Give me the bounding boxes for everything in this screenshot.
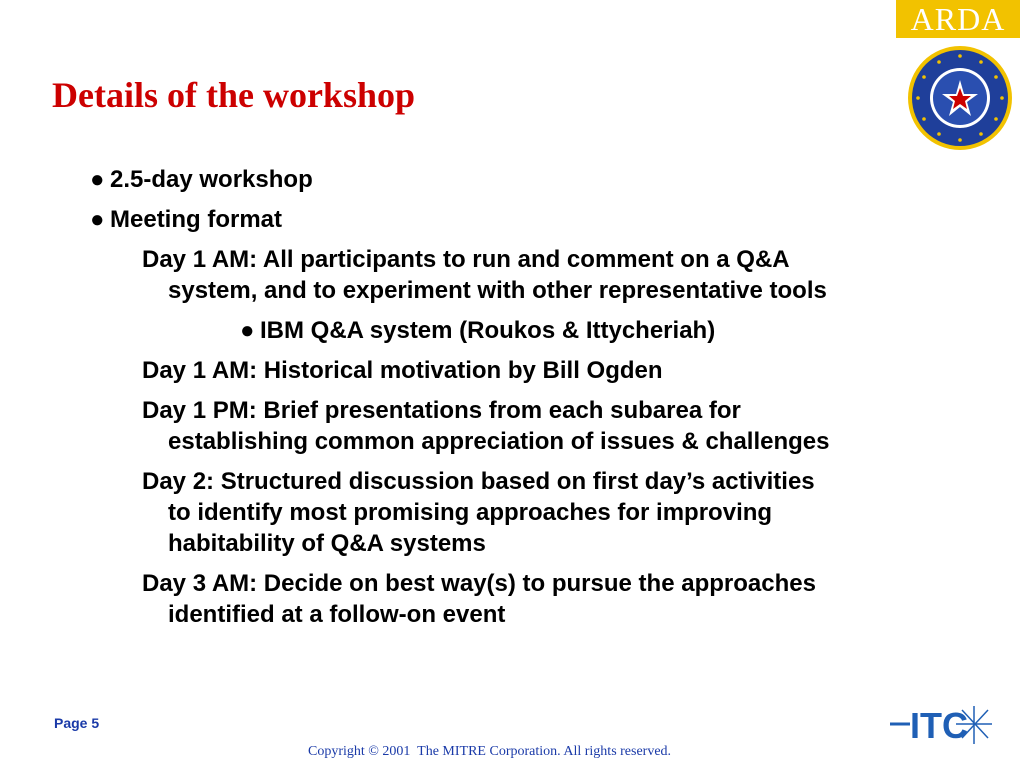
sub-item-line: identified at a follow-on event <box>168 601 506 628</box>
page-number: Page 5 <box>54 715 100 731</box>
sub-item-line: Day 1 AM: All participants to run and comment on a Q&A <box>142 246 790 273</box>
list-item: ● Meeting format <box>90 206 283 233</box>
bullet-dot-icon: ● <box>240 317 255 344</box>
list-item: ● 2.5-day workshop <box>90 166 313 193</box>
sub-item-line: establishing common appreciation of issues & challenges <box>168 428 830 455</box>
sub-item-line: to identify most promising approaches for improving <box>168 499 773 526</box>
sub-item-line: Day 1 AM: Historical motivation by Bill Ogden <box>142 357 663 384</box>
copyright-text: Copyright © 2001 The MITRE Corporation. All rights reserved. <box>308 744 672 759</box>
sub-item-line: Day 3 AM: Decide on best way(s) to pursue the approaches <box>142 570 816 597</box>
sub-item-line: Day 1 PM: Brief presentations from each subarea for <box>142 397 741 424</box>
itc-logo-icon <box>890 698 994 750</box>
arda-logo: ARDA <box>896 0 1020 38</box>
cia-seal-icon <box>904 44 1016 152</box>
sub-item-line: system, and to experiment with other representative tools <box>168 277 827 304</box>
list-item: ● IBM Q&A system (Roukos & Ittycheriah) <box>240 317 716 344</box>
bullet-dot-icon: ● <box>90 206 105 233</box>
bullet-dot-icon: ● <box>90 166 105 193</box>
sub-item-line: Day 2: Structured discussion based on first day’s activities <box>142 468 815 495</box>
sub-item-line: habitability of Q&A systems <box>168 530 486 557</box>
itc-logo-text: ITC <box>910 705 968 746</box>
page-title: Details of the workshop <box>52 75 416 115</box>
